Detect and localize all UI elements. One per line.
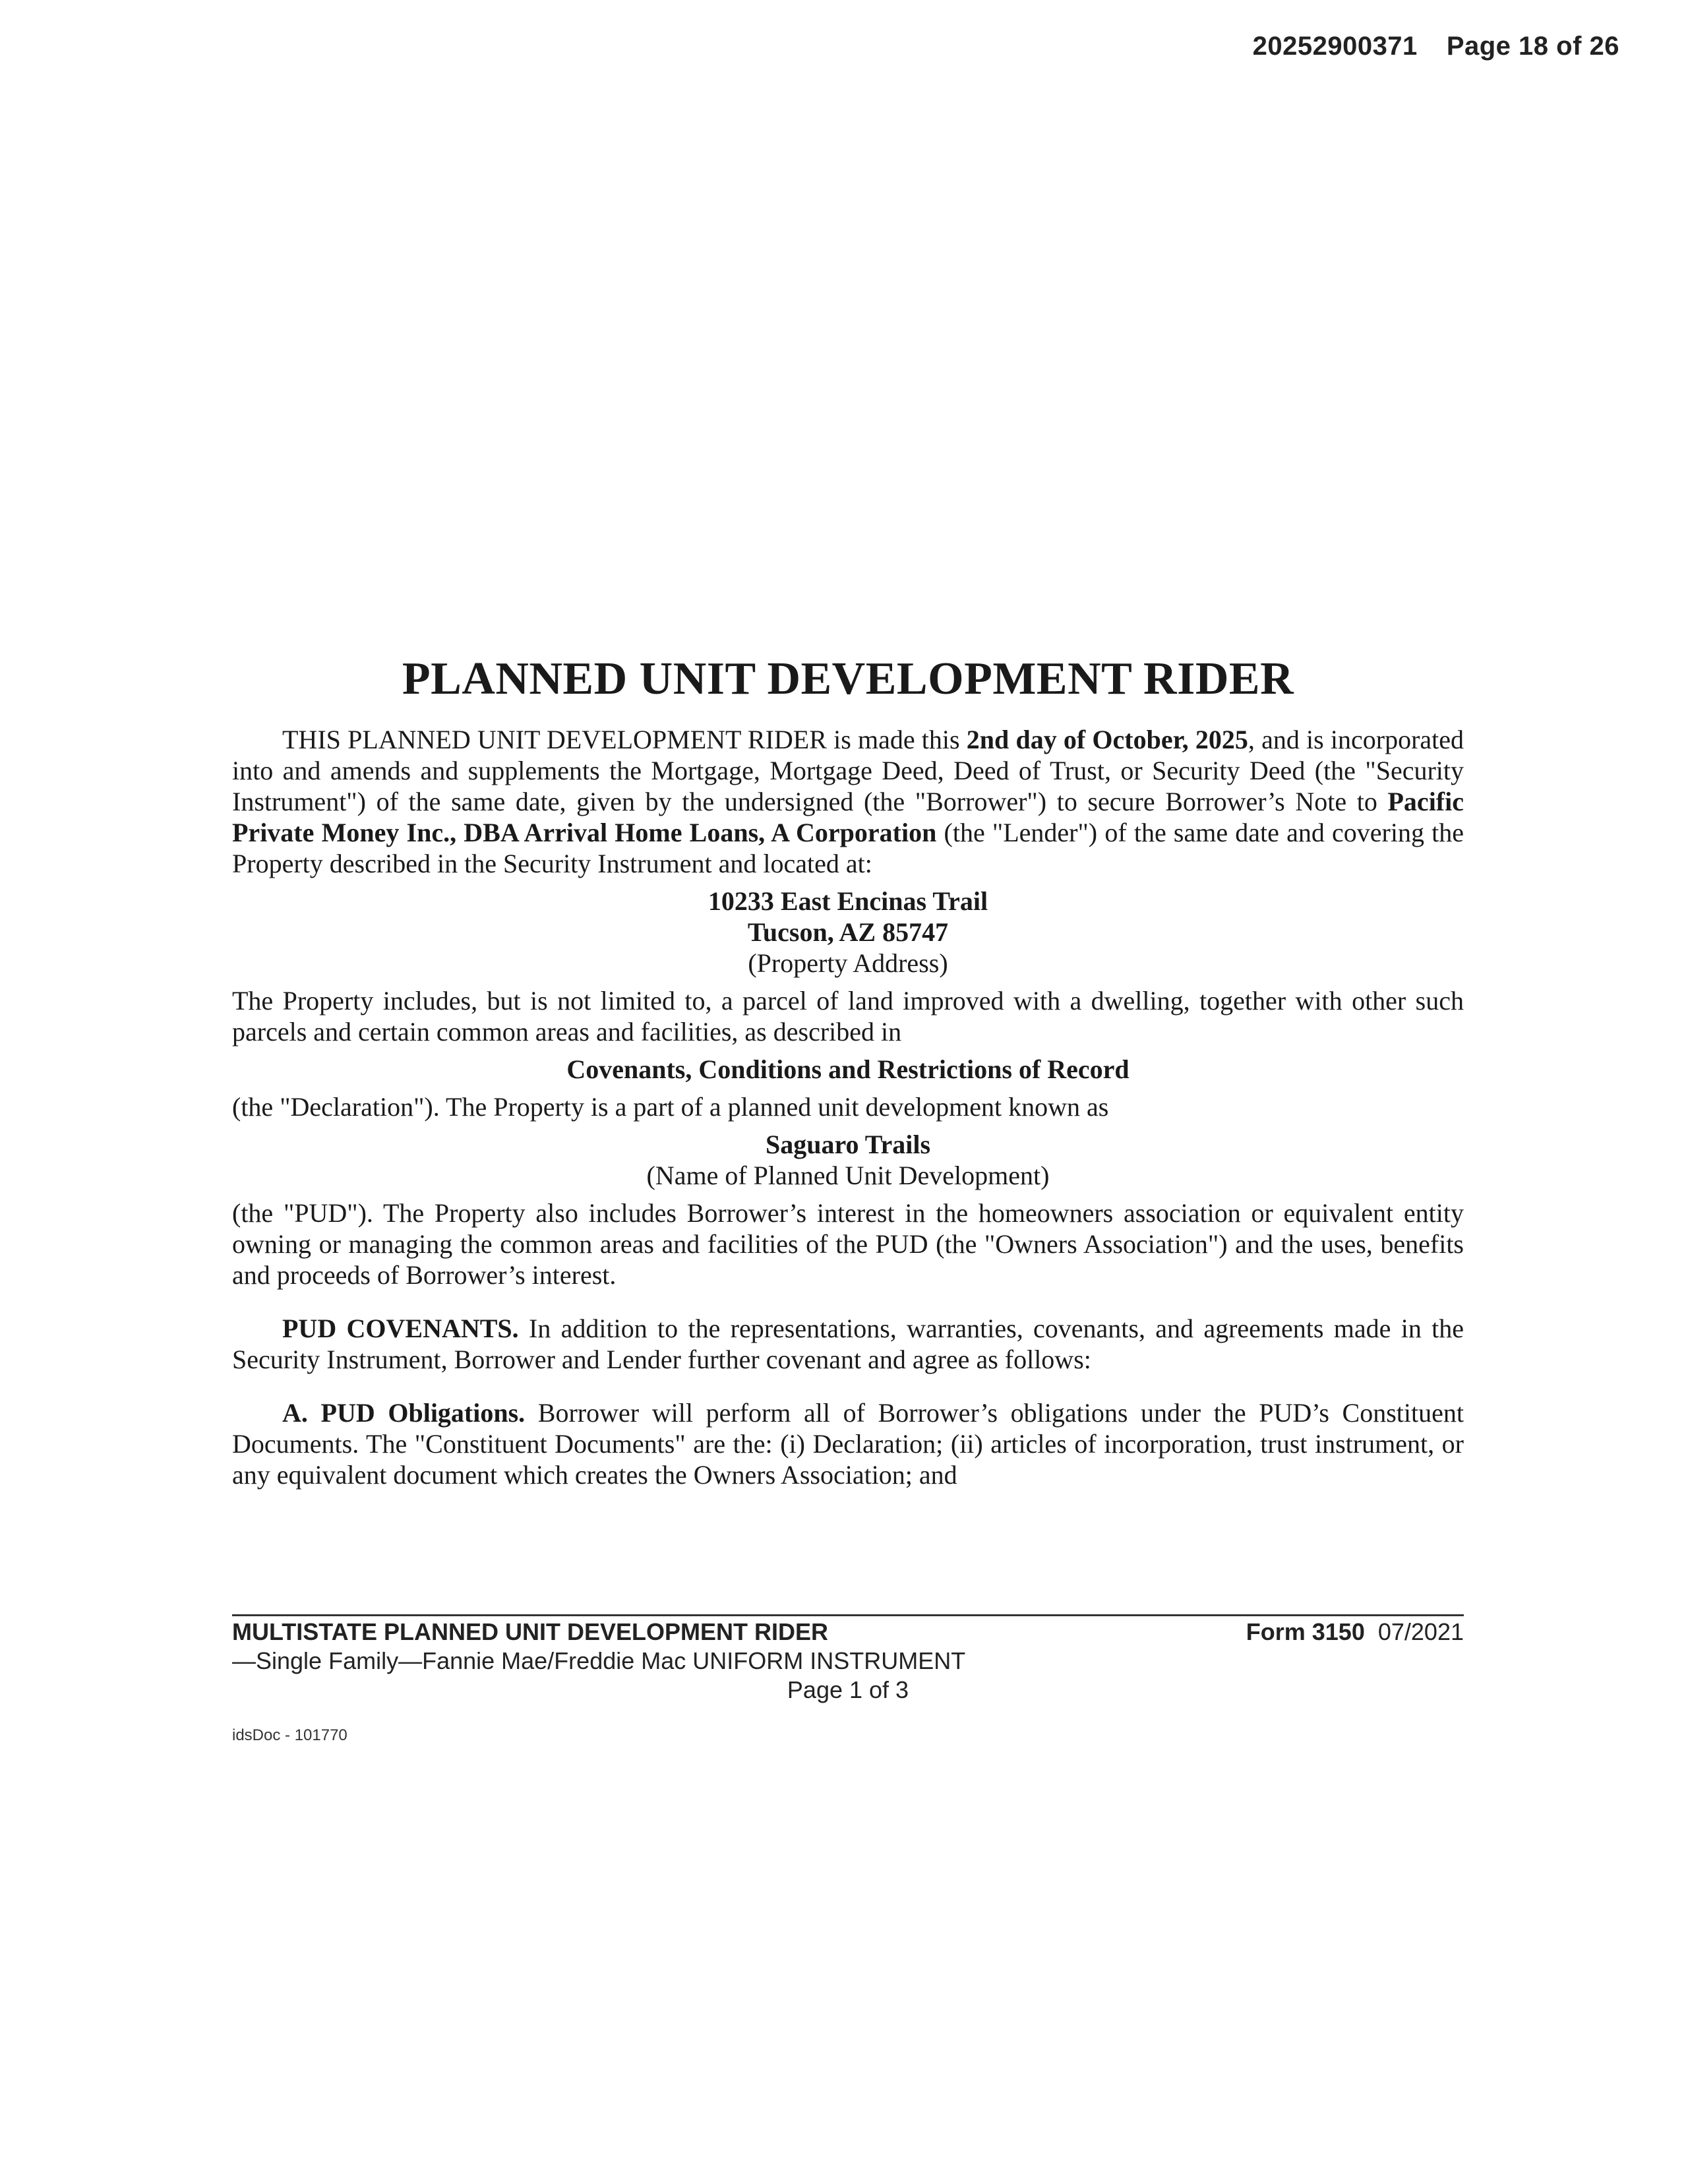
section-a-paragraph: [232, 1397, 1464, 1490]
footer-page-number: Page 1 of 3: [787, 1676, 909, 1703]
declaration-text: (the "Declaration"). The Property is a part of a planned unit development known as: [232, 1092, 1109, 1122]
property-description: The Property includes, but is not limited to, a parcel of land improved with a dwelling, together with other such parcels and certain common areas and facilities, as described in: [232, 986, 1464, 1046]
lender-name: Pacific Private Money Inc., DBA Arrival Home Loans, A Corporation: [232, 787, 1464, 847]
recording-page-number: Page 18 of 26: [1446, 32, 1619, 61]
pud-name-caption: (Name of Planned Unit Development): [646, 1161, 1050, 1190]
footer-row-1: [232, 1618, 1464, 1647]
address-line-1: 10233 East Encinas Trail: [708, 886, 988, 916]
recording-stamp: [1253, 32, 1619, 61]
pud-description: (the "PUD"). The Property also includes Borrower’s interest in the homeowners association or equivalent entity owning or managing the common areas and facilities of the PUD (the "Owners Association") and the uses, benefits and proceeds of Borrower’s interest.: [232, 1198, 1464, 1290]
footer-form-id: [1246, 1618, 1464, 1647]
section-a-text: Borrower will perform all of Borrower’s obligations under the PUD’s Constituent Documents. The "Constituent Documents" are the: (i) Declaration; (ii) articles of incorporation, trust instrument, or any equivalent document which creates the Owners Association; and: [232, 1398, 1464, 1490]
declaration-name: Covenants, Conditions and Restrictions of Record: [566, 1054, 1130, 1084]
pud-covenants-text: In addition to the representations, warranties, covenants, and agreements made in the Security Instrument, Borrower and Lender further covenant and agree as follows:: [232, 1314, 1464, 1374]
intro-paragraph: [232, 724, 1464, 879]
footer-form-number: Form 3150: [1246, 1618, 1365, 1645]
footer-form-title: MULTISTATE PLANNED UNIT DEVELOPMENT RIDER: [232, 1618, 828, 1645]
document-id: idsDoc - 101770: [232, 1726, 347, 1744]
recording-number: 20252900371: [1252, 32, 1418, 61]
intro-text-2: , and is incorporated into and amends and supplements the Mortgage, Mortgage Deed, Deed of Trust, or Security Deed (the "Security Instrument") of the same date, given by the undersigned (the "Borrower") to secure Borrower’s Note to: [232, 725, 1464, 816]
rider-date: 2nd day of October, 2025: [966, 725, 1248, 754]
section-a-heading: A. PUD Obligations.: [282, 1398, 526, 1428]
address-line-2: Tucson, AZ 85747: [747, 917, 949, 947]
intro-text-3: (the "Lender") of the same date and covering the Property described in the Security Instrument and located at:: [232, 818, 1464, 878]
footer-subtitle: [232, 1647, 1464, 1676]
pud-name-block: [232, 1129, 1464, 1191]
declaration-block: [232, 1054, 1464, 1085]
footer-subtitle-bold: Fannie Mae/Freddie Mac UNIFORM INSTRUMENT: [422, 1647, 966, 1674]
address-caption: (Property Address): [748, 948, 948, 978]
document-body: [232, 653, 1464, 1490]
pud-covenants-heading: PUD COVENANTS.: [282, 1314, 519, 1343]
document-title: PLANNED UNIT DEVELOPMENT RIDER: [402, 653, 1294, 704]
intro-text-1: THIS PLANNED UNIT DEVELOPMENT RIDER is made this: [282, 725, 967, 754]
footer-subtitle-plain: —Single Family—: [232, 1647, 423, 1674]
footer-divider: [232, 1614, 1464, 1616]
property-address-block: [232, 886, 1464, 979]
footer-form-date: 07/2021: [1377, 1618, 1464, 1645]
pud-covenants-paragraph: [232, 1313, 1464, 1375]
pud-name: Saguaro Trails: [765, 1130, 931, 1159]
form-footer: [232, 1614, 1464, 1705]
